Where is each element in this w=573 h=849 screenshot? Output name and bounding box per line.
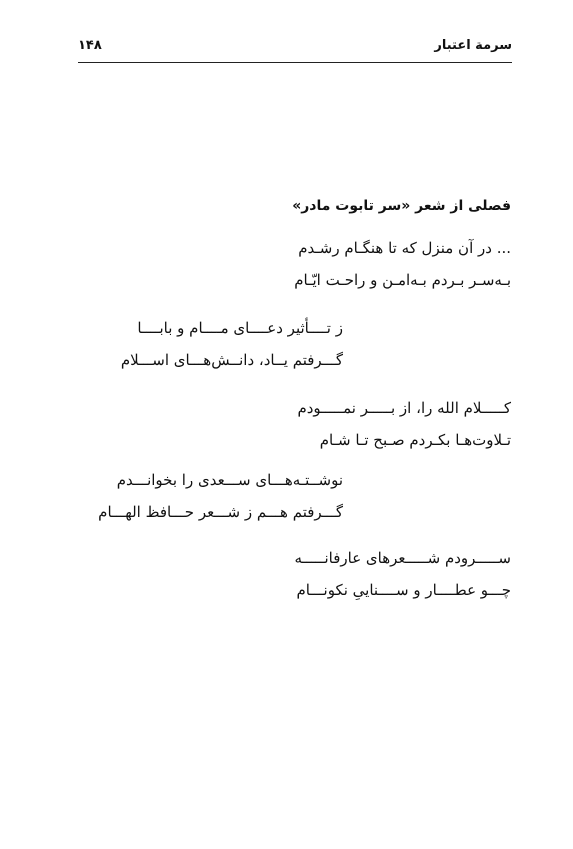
running-title: سرمة اعتبار <box>434 38 512 53</box>
section-title: فصلی از شعر «سر تابوت مادر» <box>292 198 511 214</box>
verse-line: کـــــلام الله را، از بـــــر نمـــــودم <box>297 399 511 417</box>
verse-line: ز تــــأثیر دعــــای مــــام و بابــــا <box>137 319 343 337</box>
verse-line: نوشــتـه‌هـــای ســـعدی را بخوانـــدم <box>116 471 343 489</box>
verse-line: گـــرفتم هـــم ز شـــعر حـــافظ الهـــام <box>98 503 343 521</box>
verse-line: ســـــرودم شـــــعرهای عارفانـــــه <box>294 549 511 567</box>
page-number: ۱۴۸ <box>78 38 102 53</box>
verse-line: چـــو عطــــار و ســــنایی‌ِ نکونـــام <box>296 581 511 599</box>
verse-line: گـــرفتم یــاد، دانــش‌هـــای اســـلام <box>120 351 343 369</box>
verse-line: ... در آن منزل که تا هنگـام رشـدم <box>298 239 511 257</box>
verse-line: تـلاوت‌هـا بکـردم صـبح تـا شـام <box>319 431 511 449</box>
verse-line: بـه‌سـر بـردم بـه‌امـن و راحـت ایّـام <box>294 271 511 289</box>
page-header <box>78 36 512 63</box>
